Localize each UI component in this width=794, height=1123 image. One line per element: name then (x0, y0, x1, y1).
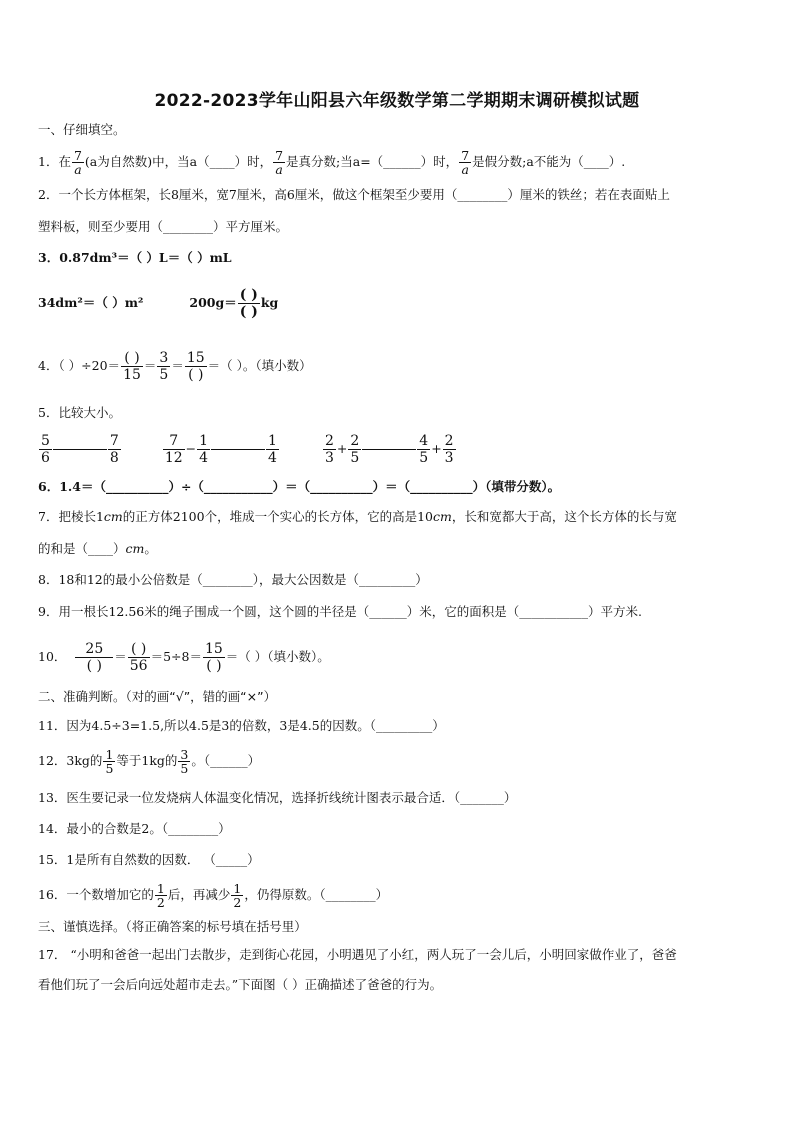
fraction-25-over-blank: $\frac{25}{( )}$ (75, 641, 113, 674)
fraction-7-over-a: $\frac{7}{a}$ (461, 148, 470, 177)
question-7-line-1: 7．把棱长1cm的正方体2100个，堆成一个实心的长方体，它的高是10cm，长和宽都大于高，这个长方体的长与宽 (38, 509, 677, 524)
question-4: 4．（ ）÷20＝ $\frac{( )}{15}$ ＝ $\frac{3}{5}$ ＝ $\frac{15}{( )}$ ＝（ ）。（填小数） (38, 350, 312, 383)
question-6: 6．1.4＝（__________）÷（___________）＝（__________）＝（__________）（填带分数）。 (38, 479, 561, 494)
question-15: 15．1是所有自然数的因数． （_____） (38, 852, 260, 867)
fraction-3-over-5: $\frac{3}{5}$ (180, 747, 189, 776)
question-16: 16．一个数增加它的 $\frac{1}{2}$ 后，再减少 $\frac{1}{2}$ ，仍得原数。（________） (38, 881, 389, 910)
question-3-line-1: 3．0.87dm³＝（ ）L＝（ ）mL (38, 250, 232, 265)
fraction-1-over-2: $\frac{1}{2}$ (233, 881, 242, 910)
question-17-line-2: 看他们玩了一会后向远处超市走去。”下面图（ ）正确描述了爸爸的行为。 (38, 977, 443, 992)
comparison-2: $\frac{7}{12}$ − $\frac{1}{4}$ $\frac{1}{4}$ (164, 433, 277, 466)
question-9: 9．用一根长12.56米的绳子围成一个圆，这个圆的半径是（______）米，它的面积是（___________）平方米. (38, 604, 642, 619)
section-1-heading: 一、仔细填空。 (38, 122, 126, 137)
question-2-line-1: 2．一个长方体框架，长8厘米，宽7厘米，高6厘米，做这个框架至少要用（________）厘米的铁丝；若在表面贴上 (38, 187, 670, 202)
fraction-3-over-5: $\frac{3}{5}$ (159, 350, 169, 383)
fraction-blank-over-56: $\frac{( )}{56}$ (129, 641, 148, 674)
fraction-15-over-blank: $\frac{15}{( )}$ (204, 641, 223, 674)
question-13: 13．医生要记录一位发烧病人体温变化情况，选择折线统计图表示最合适．（_______） (38, 790, 517, 805)
question-17-line-1: 17． “小明和爸爸一起出门去散步，走到街心花园，小明遇见了小红，两人玩了一会儿后，小明回家做作业了，爸爸 (38, 947, 677, 962)
question-7-line-2: 的和是（____）cm。 (38, 541, 157, 556)
question-3-line-2: 34dm²＝（ ）m² 200g＝ $\frac{( )}{( )}$ kg (38, 287, 279, 320)
fraction-blank-over-blank: $\frac{( )}{( )}$ (239, 287, 258, 320)
question-10: 10． $\frac{25}{( )}$ ＝ $\frac{( )}{56}$ ＝5÷8＝ $\frac{15}{( )}$ ＝（ ）（填小数）。 (38, 641, 330, 674)
question-5-comparisons (38, 433, 457, 466)
fraction-blank-over-15: $\frac{( )}{15}$ (123, 350, 141, 383)
question-5-label: 5．比较大小。 (38, 405, 121, 420)
fraction-1-over-2: $\frac{1}{2}$ (156, 881, 165, 910)
fraction-7-over-a: $\frac{7}{a}$ (275, 148, 284, 177)
question-2-line-2: 塑料板，则至少要用（________）平方厘米。 (38, 219, 289, 234)
question-11: 11．因为4.5÷3=1.5,所以4.5是3的倍数，3是4.5的因数。（_________） (38, 718, 445, 733)
question-8: 8．18和12的最小公倍数是（________），最大公因数是（_________） (38, 572, 428, 587)
question-1: 1．在 $\frac{7}{a}$ (a为自然数)中，当a（____）时， $\frac{7}{a}$ 是真分数;当a=（______）时， $\frac{7}{a}$ 是假分数;a不能为（____）. (38, 148, 626, 177)
fraction-7-over-a: $\frac{7}{a}$ (73, 148, 82, 177)
fraction-1-over-5: $\frac{1}{5}$ (105, 747, 114, 776)
comparison-3: $\frac{2}{3}$ + $\frac{2}{5}$ $\frac{4}{5}$ + $\frac{2}{3}$ (324, 433, 454, 466)
comparison-1: $\frac{5}{6}$ $\frac{7}{8}$ (41, 433, 119, 466)
page-title: 2022-2023学年山阳县六年级数学第二学期期末调研模拟试题 (154, 91, 640, 111)
fraction-15-over-blank: $\frac{15}{( )}$ (186, 350, 205, 383)
section-2-heading: 二、准确判断。（对的画“√”，错的画“×”） (38, 689, 277, 704)
section-3-heading: 三、谨慎选择。（将正确答案的标号填在括号里） (38, 919, 307, 934)
question-14: 14．最小的合数是2。（________） (38, 821, 231, 836)
question-12: 12．3kg的 $\frac{1}{5}$ 等于1kg的 $\frac{3}{5}$ 。（______） (38, 747, 261, 776)
